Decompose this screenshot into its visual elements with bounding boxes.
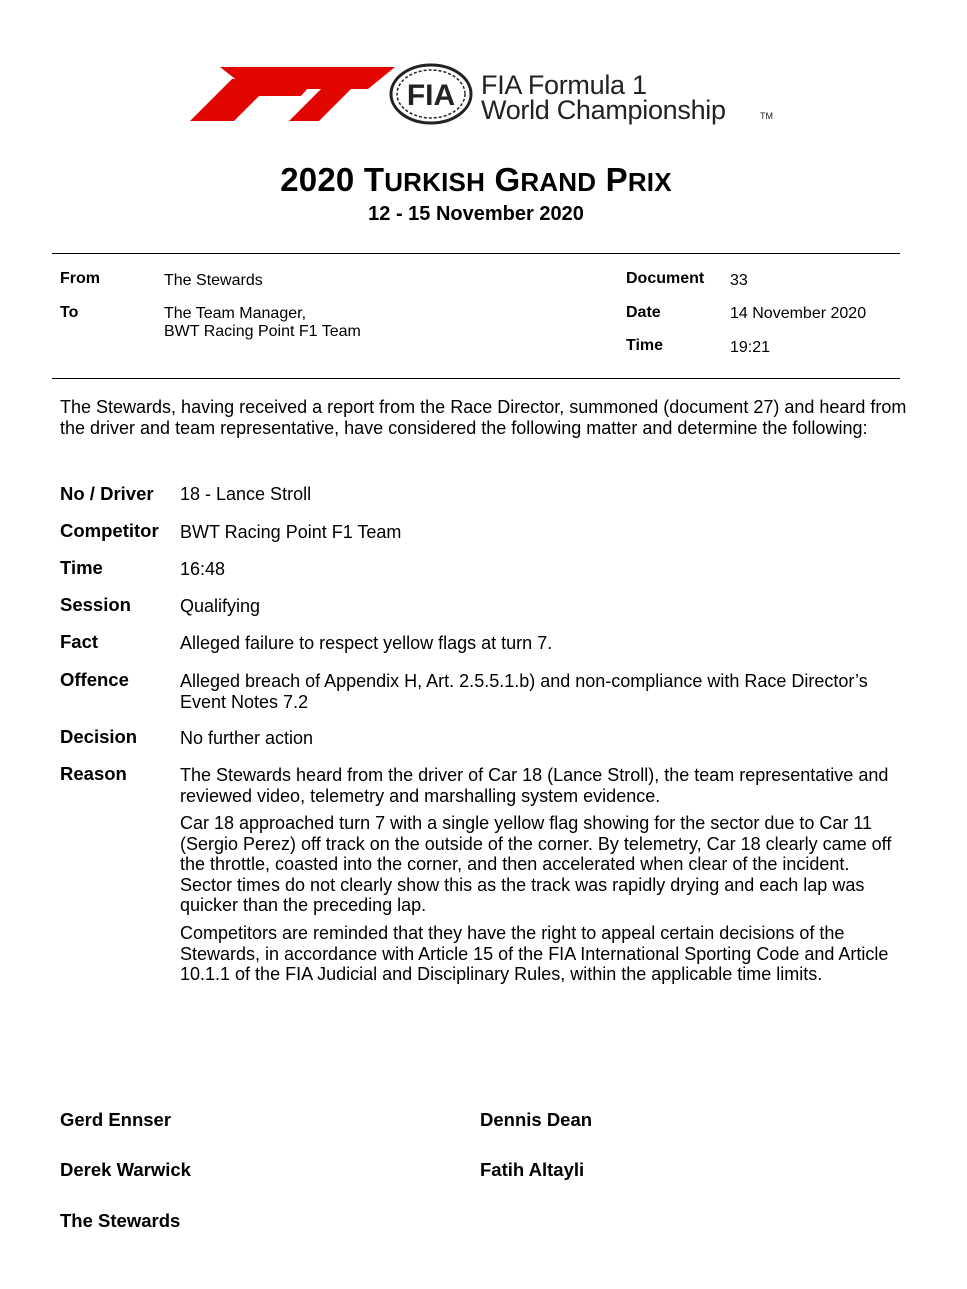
driver-label: No / Driver [60,483,154,504]
steward-name: Derek Warwick [60,1159,191,1180]
driver-value: 18 - Lance Stroll [180,484,312,504]
divider-bottom [52,378,900,379]
steward-name: Dennis Dean [480,1109,593,1130]
document-value: 33 [730,272,748,289]
logo-line-1: FIA Formula 1 [481,70,647,100]
to-value [164,305,361,341]
competitor-value: BWT Racing Point F1 Team [180,522,402,542]
fia-emblem-icon [389,63,473,125]
from-label: From [60,270,100,287]
decision-label: Decision [60,726,138,747]
f1-logo-icon [190,67,395,121]
divider-top [52,253,900,254]
stewards-footer: The Stewards [60,1210,181,1231]
document-label: Document [626,270,705,287]
competitor-label: Competitor [60,520,159,541]
steward-name: Fatih Altayli [480,1159,585,1180]
title-word2-initial: G [494,161,521,198]
title-word1-rest: URKISH [384,167,486,197]
offence-value: Alleged breach of Appendix H, Art. 2.5.5.1.b) and non-compliance with Race Director’s Event Notes 7.2 [180,671,868,712]
title-block [0,161,952,226]
offence-label: Offence [60,669,129,690]
reason-label: Reason [60,763,127,784]
date-label: Date [626,304,661,321]
event-title [0,161,952,199]
event-dates: 12 - 15 November 2020 [368,203,584,225]
time-label: Time [626,337,664,354]
from-value: The Stewards [164,272,263,289]
reason-paragraph-2: Car 18 approached turn 7 with a single yellow flag showing for the sector due to Car 11 (Sergio Perez) off track on the outside of the corner. By telemetry, Car 18 clearly came off the throttle, coasted into the corner, and then accelerated when clear of the incident. Sector times do not clearly show this as the track was rapidly drying and each lap was quicker than the preceding lap. [180,813,892,915]
to-line-2: BWT Racing Point F1 Team [164,323,361,340]
time-field-value: 16:48 [180,559,226,579]
to-line-1: The Team Manager, [164,305,307,322]
date-value: 14 November 2020 [730,305,867,322]
fact-label: Fact [60,631,99,652]
time-value: 19:21 [730,339,771,356]
to-label: To [60,304,79,321]
title-word2-rest: RAND [520,167,597,197]
title-prefix: 2020 T [280,161,385,198]
title-word3-rest: RIX [627,167,672,197]
logo-line-2: World Championship [481,95,726,125]
time-field-label: Time [60,557,103,578]
reason-paragraph-3: Competitors are reminded that they have the right to appeal certain decisions of the Stewards, in accordance with Article 15 of the FIA International Sporting Code and Article 10.1.1 of the FIA Judicial and Disciplinary Rules, within the applicable time limits. [180,923,889,984]
title-word3-initial: P [605,161,628,198]
session-value: Qualifying [180,596,261,616]
fact-value: Alleged failure to respect yellow flags at turn 7. [180,633,553,653]
intro-paragraph: The Stewards, having received a report from the Race Director, summoned (document 27) and heard from the driver and team representative, have considered the following matter and determine the following: [60,397,907,438]
trademark-mark: TM [760,111,773,121]
steward-name: Gerd Ennser [60,1109,172,1130]
fia-emblem-text: FIA [406,79,456,112]
session-label: Session [60,594,131,615]
decision-value: No further action [180,728,314,748]
reason-paragraph-1: The Stewards heard from the driver of Car 18 (Lance Stroll), the team representative and reviewed video, telemetry and marshalling system evidence. [180,765,889,806]
